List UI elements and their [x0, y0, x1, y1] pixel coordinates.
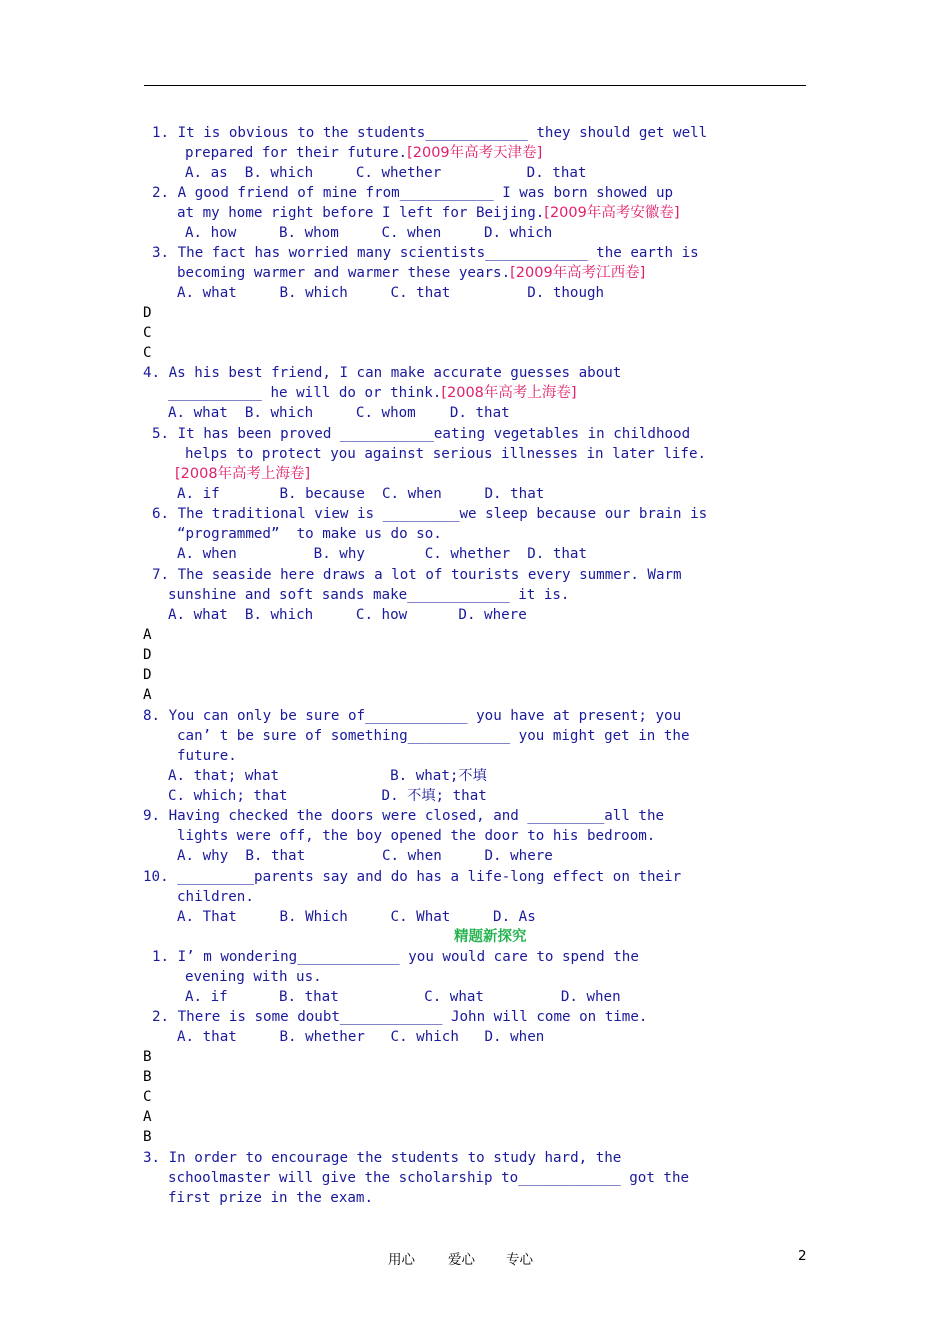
q8-stem: 8. You can only be sure of____________ you have at present; you — [143, 708, 682, 724]
q9-stem: 9. Having checked the doors were closed, and _________all the — [143, 808, 665, 824]
q7-stem: 7. The seaside here draws a lot of tourists every summer. Warm — [152, 567, 682, 583]
q2-stem: 2. There is some doubt____________ John will come on time. — [152, 1009, 648, 1025]
q3-stem: 3. The fact has worried many scientists____________ the earth is — [152, 245, 699, 261]
q3-continuation: schoolmaster will give the scholarship to____________ got the — [168, 1170, 690, 1186]
q4-continuation: ___________ he will do or think.[2008年高考上海卷] — [168, 385, 577, 401]
q10-continuation: children. — [177, 889, 254, 905]
q10-stem: 10. _________parents say and do has a life-long effect on their — [143, 869, 682, 885]
q4-source-tag: [2008年高考上海卷] — [441, 385, 577, 401]
q1-continuation: prepared for their future.[2009年高考天津卷] — [185, 145, 543, 161]
answer-key-item: D — [143, 647, 152, 663]
answer-key-item: A — [143, 627, 152, 643]
q9-continuation: lights were off, the boy opened the door to his bedroom. — [177, 828, 656, 844]
page-number: 2 — [798, 1248, 807, 1264]
q6-options: A. when B. why C. whether D. that — [177, 546, 587, 562]
answer-key-item: B — [143, 1069, 152, 1085]
answer-key-item: C — [143, 1089, 152, 1105]
footer-motto-1: 用心 — [388, 1252, 415, 1268]
q2-options: A. that B. whether C. which D. when — [177, 1029, 545, 1045]
q8-continuation: future. — [177, 748, 237, 764]
q9-options: A. why B. that C. when D. where — [177, 848, 553, 864]
header-rule — [144, 85, 806, 86]
q4-options: A. what B. which C. whom D. that — [168, 405, 510, 421]
q5-stem: 5. It has been proved ___________eating vegetables in childhood — [152, 426, 691, 442]
q1-options: A. if B. that C. what D. when — [185, 989, 621, 1005]
q8-continuation: can’ t be sure of something____________ you might get in the — [177, 728, 690, 744]
q2-source-tag: [2009年高考安徽卷] — [544, 205, 680, 221]
answer-key-item: C — [143, 345, 152, 361]
q3-continuation: first prize in the exam. — [168, 1190, 373, 1206]
q5-options: A. if B. because C. when D. that — [177, 486, 545, 502]
answer-key-item: A — [143, 687, 152, 703]
q8-options: C. which; that D. 不填; that — [168, 788, 487, 804]
answer-key-item: D — [143, 667, 152, 683]
q6-continuation: “programmed” to make us do so. — [177, 526, 442, 542]
section-heading: 精题新探究 — [454, 929, 527, 945]
footer-motto-3: 专心 — [506, 1252, 533, 1268]
q4-stem: 4. As his best friend, I can make accurate guesses about — [143, 365, 622, 381]
q2-options: A. how B. whom C. when D. which — [185, 225, 553, 241]
answer-key-item: B — [143, 1049, 152, 1065]
q3-options: A. what B. which C. that D. though — [177, 285, 605, 301]
q1-source-tag: [2009年高考天津卷] — [407, 145, 543, 161]
q1-stem: 1. I’ m wondering____________ you would care to spend the — [152, 949, 639, 965]
q5-source-tag: [2008年高考上海卷] — [175, 466, 311, 482]
q2-stem: 2. A good friend of mine from___________ I was born showed up — [152, 185, 674, 201]
footer-motto-2: 爱心 — [448, 1252, 475, 1268]
answer-key-item: C — [143, 325, 152, 341]
q3-source-tag: [2009年高考江西卷] — [510, 265, 646, 281]
q7-options: A. what B. which C. how D. where — [168, 607, 527, 623]
q1-continuation: evening with us. — [185, 969, 322, 985]
q10-options: A. That B. Which C. What D. As — [177, 909, 536, 925]
answer-key-item: D — [143, 305, 152, 321]
q5-continuation: helps to protect you against serious illnesses in later life. — [185, 446, 707, 462]
q3-stem: 3. In order to encourage the students to study hard, the — [143, 1150, 622, 1166]
q1-options: A. as B. which C. whether D. that — [185, 165, 587, 181]
answer-key-item: B — [143, 1129, 152, 1145]
q8-options: A. that; what B. what;不填 — [168, 768, 487, 784]
answer-key-item: A — [143, 1109, 152, 1125]
q7-continuation: sunshine and soft sands make____________ it is. — [168, 587, 570, 603]
q2-continuation: at my home right before I left for Beijing.[2009年高考安徽卷] — [177, 205, 680, 221]
q6-stem: 6. The traditional view is _________we sleep because our brain is — [152, 506, 708, 522]
q1-stem: 1. It is obvious to the students____________ they should get well — [152, 125, 708, 141]
q3-continuation: becoming warmer and warmer these years.[2009年高考江西卷] — [177, 265, 646, 281]
